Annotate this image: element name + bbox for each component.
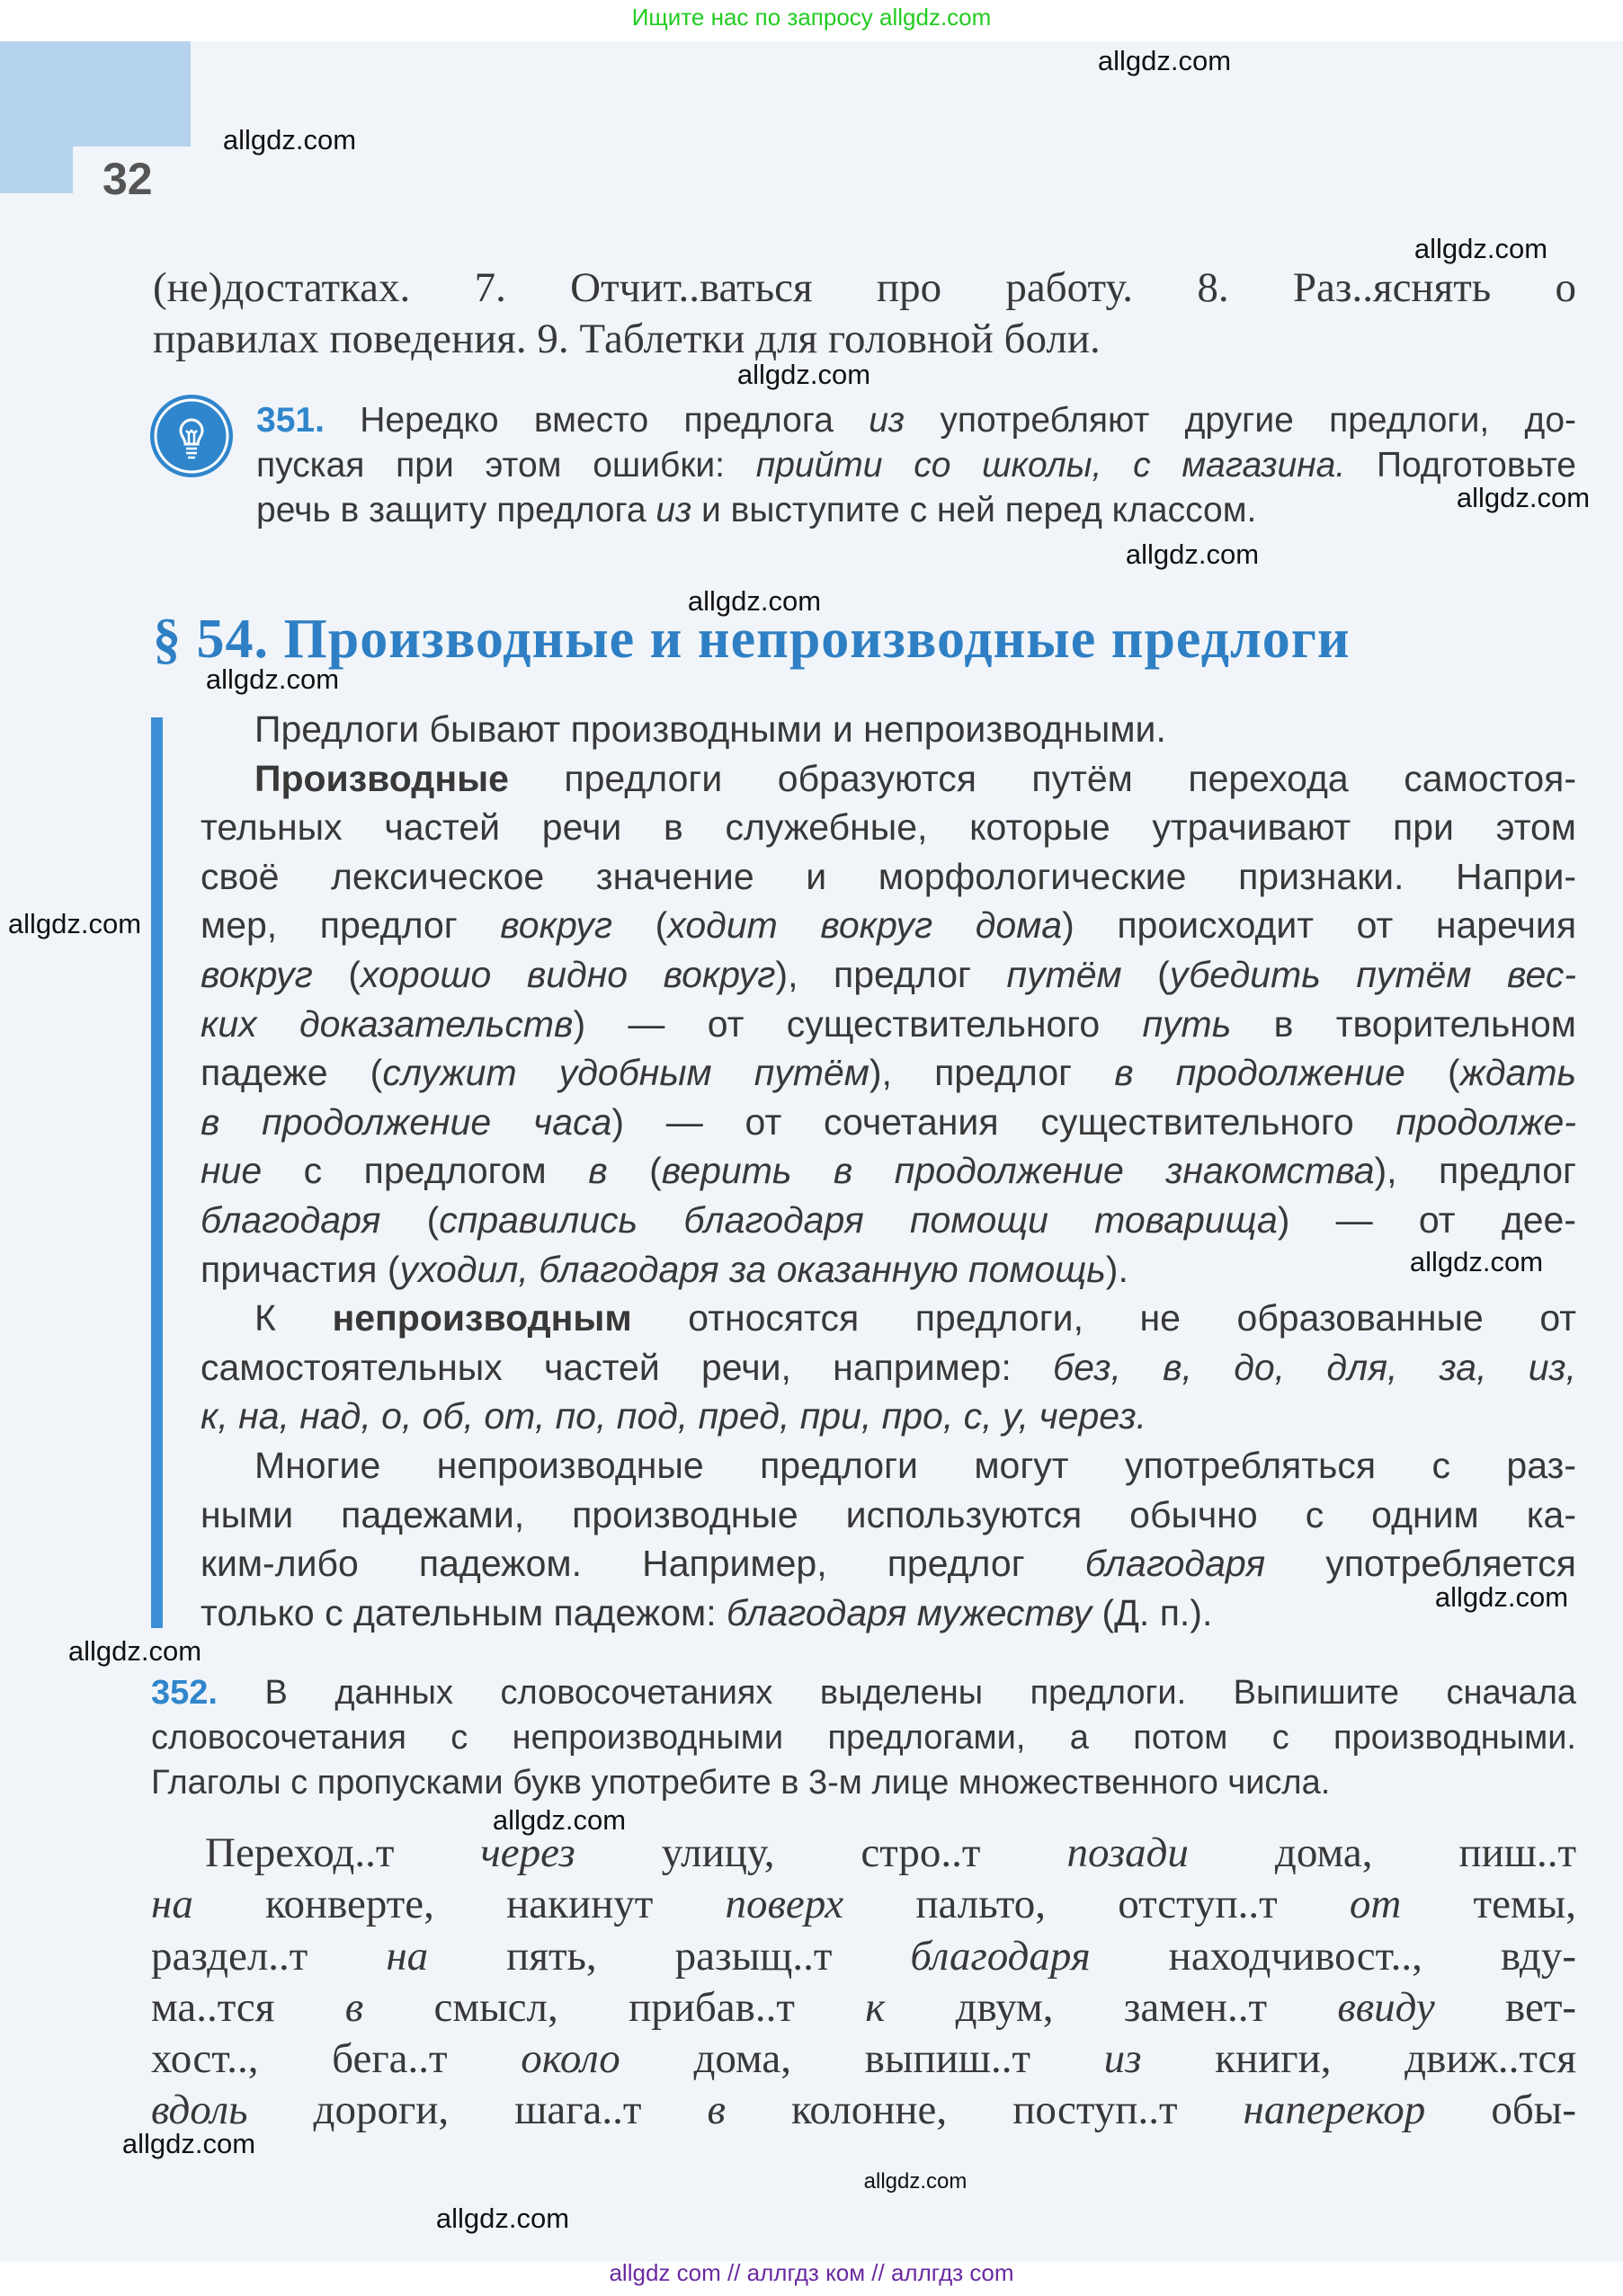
text-segment: книги, движ..тся bbox=[1141, 2035, 1576, 2083]
italic-example: ждать bbox=[1459, 1052, 1577, 1094]
text-segment: двум, замен..т bbox=[885, 1983, 1338, 2031]
italic-example: от bbox=[1349, 1881, 1402, 1928]
italic-example: в продолжение часа bbox=[201, 1100, 612, 1143]
text-segment: ) происходит от наречия bbox=[1062, 904, 1577, 947]
italic-example: из bbox=[655, 491, 692, 530]
watermark: allgdz.com bbox=[435, 2203, 570, 2234]
text-line bbox=[201, 1491, 1576, 1540]
italic-example: к, на, над, о, об, от, по, под, пред, при, про, с, у, через. bbox=[201, 1395, 1147, 1437]
lightbulb-icon bbox=[150, 395, 233, 477]
text-segment: В данных словосочетаниях выделены предлоги. Выпишите сначала bbox=[264, 1674, 1576, 1712]
text-segment: (Д. п.). bbox=[1092, 1591, 1213, 1633]
italic-example: к bbox=[865, 1983, 886, 2031]
italic-example: путём bbox=[1006, 953, 1122, 995]
text-segment: ) — от дее- bbox=[1277, 1198, 1577, 1241]
text-segment: (не)достатках. 7. Отчит..ваться про работу. 8. Раз..яснять о bbox=[153, 264, 1576, 311]
watermark: allgdz.com bbox=[492, 1804, 627, 1836]
text-line bbox=[151, 2085, 1576, 2136]
text-segment: Многие непроизводные предлоги могут употребляться с раз- bbox=[254, 1444, 1576, 1486]
text-segment: раздел..т bbox=[151, 1932, 387, 1980]
text-segment: самостоятельных частей речи, например: bbox=[201, 1346, 1053, 1388]
text-line bbox=[201, 705, 1576, 754]
text-segment: дома, пиш..т bbox=[1188, 1829, 1576, 1876]
text-line bbox=[201, 901, 1576, 950]
italic-example: благодаря bbox=[1084, 1543, 1266, 1585]
text-line bbox=[201, 1245, 1576, 1295]
text-segment: ( bbox=[1405, 1052, 1460, 1094]
text-line bbox=[256, 398, 1576, 443]
italic-example: продолже- bbox=[1396, 1100, 1576, 1143]
text-segment: ма..тся bbox=[151, 1983, 345, 2031]
text-segment: колонне, поступ..т bbox=[725, 2087, 1244, 2134]
text-segment: ( bbox=[312, 953, 361, 995]
text-segment: Переход..т bbox=[205, 1829, 481, 1876]
italic-example: позади bbox=[1066, 1829, 1189, 1876]
text-line bbox=[201, 1539, 1576, 1589]
text-segment: конверте, накинут bbox=[192, 1881, 726, 1928]
text-segment: Нередко вместо предлога bbox=[360, 401, 869, 440]
italic-example: через bbox=[480, 1829, 575, 1876]
text-segment: ( bbox=[1121, 953, 1170, 995]
watermark: allgdz.com bbox=[1456, 482, 1591, 513]
exercise-352-text bbox=[151, 1828, 1576, 2137]
text-line bbox=[151, 1828, 1576, 1879]
italic-example: вокруг bbox=[500, 904, 613, 947]
text-segment: смысл, прибав..т bbox=[363, 1983, 866, 2031]
italic-example: на bbox=[386, 1932, 429, 1980]
text-segment: падеже ( bbox=[201, 1052, 383, 1094]
text-segment: предлоги образуются путём перехода самостоя- bbox=[508, 757, 1576, 799]
text-segment: речь в защиту предлога bbox=[256, 491, 656, 530]
watermark: allgdz.com bbox=[1434, 1581, 1569, 1613]
text-line bbox=[201, 1441, 1576, 1491]
watermark: allgdz.com bbox=[863, 2169, 968, 2194]
text-line bbox=[151, 1982, 1576, 2033]
text-line bbox=[201, 1146, 1576, 1196]
text-line bbox=[201, 1294, 1576, 1343]
text-segment: ), предлог bbox=[869, 1052, 1115, 1094]
page-number: 32 bbox=[103, 154, 153, 204]
italic-example: ввиду bbox=[1337, 1983, 1435, 2031]
exercise-352 bbox=[151, 1670, 1576, 1805]
text-segment: ными падежами, производные используются обычно с одним ка- bbox=[201, 1493, 1576, 1535]
italic-example: в bbox=[588, 1150, 608, 1192]
text-segment: хост.., бега..т bbox=[151, 2035, 522, 2083]
text-line bbox=[151, 1715, 1576, 1760]
rule-sidebar-bar bbox=[151, 717, 163, 1628]
italic-example: прийти со школы, с магазина. bbox=[755, 446, 1346, 485]
text-segment: ( bbox=[612, 904, 668, 947]
italic-example: вокруг bbox=[201, 953, 313, 995]
text-segment: причастия ( bbox=[201, 1248, 400, 1290]
watermark: allgdz.com bbox=[222, 124, 357, 156]
watermark: allgdz.com bbox=[205, 663, 340, 695]
search-banner[interactable]: Ищите нас по запросу allgdz.com bbox=[631, 4, 992, 31]
text-segment: только с дательным падежом: bbox=[201, 1591, 727, 1633]
text-segment: К bbox=[254, 1297, 333, 1339]
text-line bbox=[201, 1343, 1576, 1393]
watermark: allgdz.com bbox=[736, 359, 871, 390]
exercise-number: 352. bbox=[151, 1674, 218, 1712]
text-line bbox=[256, 443, 1576, 488]
text-segment: дома, выпиш..т bbox=[620, 2035, 1104, 2083]
italic-example: справились благодаря помощи товарища bbox=[439, 1198, 1278, 1241]
italic-example: на bbox=[151, 1881, 193, 1928]
italic-example: хорошо видно вокруг bbox=[361, 953, 776, 995]
text-segment: в творительном bbox=[1231, 1002, 1576, 1045]
text-line bbox=[151, 1670, 1576, 1715]
watermark: allgdz.com bbox=[67, 1635, 202, 1667]
text-line bbox=[151, 1760, 1576, 1805]
text-segment: ( bbox=[607, 1150, 662, 1192]
italic-example: благодаря мужеству bbox=[727, 1591, 1092, 1633]
text-segment: употребляется bbox=[1265, 1543, 1576, 1585]
bold-term: непроизводным bbox=[332, 1297, 632, 1339]
text-segment: правилах поведения. 9. Таблетки для головной боли. bbox=[153, 316, 1101, 362]
text-segment: Подготовьте bbox=[1345, 446, 1576, 485]
watermark: allgdz.com bbox=[7, 908, 142, 939]
italic-example: благодаря bbox=[201, 1198, 381, 1241]
text-line bbox=[201, 950, 1576, 1000]
italic-example: в продолжение bbox=[1114, 1052, 1405, 1094]
text-segment: ) — от существительного bbox=[573, 1002, 1143, 1045]
text-segment: словосочетания с непроизводными предлогами, а потом с производными. bbox=[151, 1719, 1576, 1757]
text-line bbox=[201, 1098, 1576, 1147]
italic-example: ходит вокруг дома bbox=[667, 904, 1063, 947]
text-segment: употребляют другие предлоги, до- bbox=[905, 401, 1576, 440]
text-segment: с предлогом bbox=[262, 1150, 589, 1192]
text-line bbox=[201, 803, 1576, 852]
text-segment: темы, bbox=[1401, 1881, 1576, 1928]
italic-example: ких доказательств bbox=[201, 1002, 574, 1045]
text-line bbox=[201, 1048, 1576, 1098]
text-segment: Глаголы с пропусками букв употребите в 3-м лице множественного числа. bbox=[151, 1764, 1331, 1802]
text-segment: относятся предлоги, не образованные от bbox=[631, 1297, 1576, 1339]
italic-example: верить в продолжение знакомства bbox=[661, 1150, 1375, 1192]
watermark: allgdz.com bbox=[121, 2128, 256, 2159]
text-segment: обы- bbox=[1425, 2087, 1576, 2134]
italic-example: убедить путём вес- bbox=[1169, 953, 1576, 995]
italic-example: вдоль bbox=[151, 2087, 248, 2134]
section-heading: § 54. Производные и непроизводные предлоги bbox=[153, 609, 1351, 670]
text-segment: пальто, отступ..т bbox=[843, 1881, 1350, 1928]
text-line bbox=[151, 2033, 1576, 2085]
text-line bbox=[153, 314, 1576, 365]
bold-term: Производные bbox=[254, 757, 509, 799]
italic-example: около bbox=[521, 2035, 620, 2083]
text-segment: дороги, шага..т bbox=[247, 2087, 708, 2134]
italic-example: без, в, до, для, за, из, bbox=[1053, 1346, 1577, 1388]
text-segment: улицу, стро..т bbox=[575, 1829, 1067, 1876]
exercise-number: 351. bbox=[256, 401, 325, 440]
text-line bbox=[201, 754, 1576, 804]
watermark: allgdz.com bbox=[1413, 233, 1548, 264]
text-segment: Предлоги бывают производными и непроизводными. bbox=[254, 708, 1166, 750]
text-line bbox=[201, 852, 1576, 902]
watermark: allgdz.com bbox=[1097, 45, 1232, 76]
italic-example: служит удобным путём bbox=[382, 1052, 869, 1094]
text-segment: ким-либо падежом. Например, предлог bbox=[201, 1543, 1085, 1585]
text-segment: своё лексическое значение и морфологические признаки. Напри- bbox=[201, 855, 1576, 897]
text-line bbox=[201, 1392, 1576, 1441]
text-segment: тельных частей речи в служебные, которые утрачивают при этом bbox=[201, 806, 1576, 849]
italic-example: наперекор bbox=[1243, 2087, 1426, 2134]
previous-exercise-end bbox=[153, 263, 1576, 365]
italic-example: уходил, благодаря за оказанную помощь bbox=[399, 1248, 1106, 1290]
italic-example: из bbox=[869, 401, 905, 440]
text-line bbox=[151, 1931, 1576, 1982]
watermark: allgdz.com bbox=[1125, 538, 1260, 570]
text-segment: и выступите с ней перед классом. bbox=[691, 491, 1257, 530]
text-segment: ). bbox=[1105, 1248, 1128, 1290]
text-line bbox=[201, 1196, 1576, 1245]
text-line bbox=[151, 1879, 1576, 1930]
text-segment: ), предлог bbox=[775, 953, 1007, 995]
italic-example: поверх bbox=[725, 1881, 844, 1928]
text-segment: ) — от сочетания существительного bbox=[611, 1100, 1396, 1143]
text-line bbox=[201, 1589, 1576, 1638]
footer-links[interactable]: allgdz com // аллгдз ком // аллгдз com bbox=[609, 2259, 1014, 2286]
italic-example: ние bbox=[201, 1150, 263, 1192]
text-segment: вет- bbox=[1434, 1983, 1577, 2031]
italic-example: в bbox=[707, 2087, 726, 2134]
text-line bbox=[201, 1000, 1576, 1049]
theory-rule-box bbox=[201, 705, 1576, 1637]
watermark: allgdz.com bbox=[687, 585, 822, 617]
text-line bbox=[153, 263, 1576, 314]
italic-example: путь bbox=[1142, 1002, 1232, 1045]
exercise-351 bbox=[256, 398, 1576, 533]
text-segment: ), предлог bbox=[1374, 1150, 1577, 1192]
text-segment: пуская при этом ошибки: bbox=[256, 446, 756, 485]
italic-example: благодаря bbox=[910, 1932, 1091, 1980]
text-segment: находчивост.., вду- bbox=[1090, 1932, 1576, 1980]
italic-example: в bbox=[344, 1983, 364, 2031]
text-segment: ( bbox=[380, 1198, 440, 1241]
text-segment: пять, разыщ..т bbox=[428, 1932, 911, 1980]
text-line bbox=[256, 488, 1576, 533]
text-segment: мер, предлог bbox=[201, 904, 501, 947]
italic-example: из bbox=[1103, 2035, 1142, 2083]
watermark: allgdz.com bbox=[1409, 1246, 1544, 1277]
